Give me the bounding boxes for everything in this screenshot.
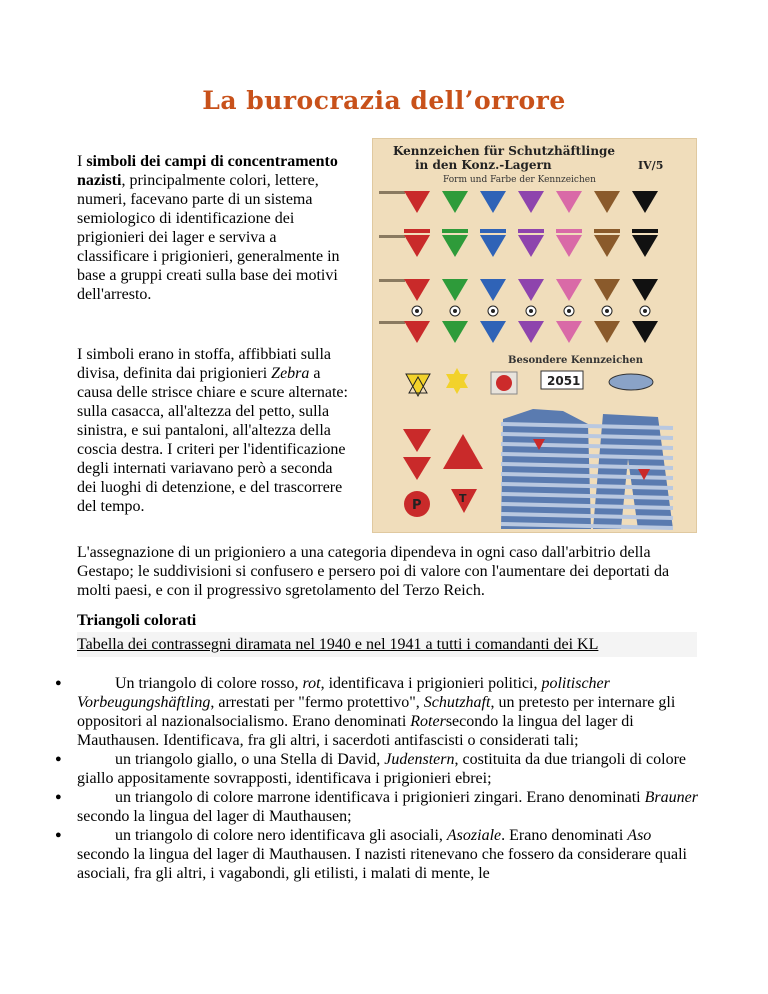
badge-chart-image bbox=[372, 138, 697, 533]
repeat-bar bbox=[518, 229, 544, 233]
intro-bold: simboli dei campi di concentramento nazisti bbox=[77, 153, 338, 189]
uniform-paragraph bbox=[77, 345, 352, 516]
repeat-bar bbox=[480, 229, 506, 233]
repeat-bar bbox=[556, 229, 582, 233]
bullet-icon: ● bbox=[55, 753, 62, 765]
triangle-list bbox=[50, 674, 698, 883]
chart-header-1: Kennzeichen für Schutzhäftlinge bbox=[393, 144, 616, 158]
number-patch-text: 2051 bbox=[547, 374, 581, 388]
para2-zebra: Zebra bbox=[271, 365, 310, 382]
badge-chart-svg bbox=[373, 139, 696, 532]
example-t-letter: T bbox=[459, 492, 467, 505]
list-item: ● un triangolo giallo, o una Stella di David, Judenstern, costituita da due triangoli di colore giallo appositamente sovrapposti, identificava i prigionieri ebrei; bbox=[55, 751, 686, 787]
gestapo-paragraph: L'assegnazione di un prigioniero a una categoria dipendeva in ogni caso dall'arbitrio della Gestapo; le suddivisioni si confusero e persero poi di valore con l'aumentare dei deportati da molti paesi, e con il progressivo sgretolamento del Terzo Reich. bbox=[77, 544, 670, 599]
repeat-bar bbox=[404, 229, 430, 233]
para2-text-b: a causa delle strisce chiare e scure alternate: sulla casacca, all'altezza del petto, sulla sinistra, e sui pantaloni, all'altezza della coscia destra. I criteri per l'identificazione degli internati variavano però a seconda dei luoghi di detenzione, e del trascorrere del tempo. bbox=[77, 365, 348, 515]
example-p-letter: P bbox=[412, 498, 422, 513]
page-title: La burocrazia dell’orrore bbox=[202, 86, 566, 115]
chart-header-2: in den Konz.-Lagern bbox=[415, 158, 552, 172]
section-title: Triangoli colorati bbox=[77, 612, 197, 629]
chart-header-3: Form und Farbe der Kennzeichen bbox=[443, 175, 596, 185]
red-dot bbox=[496, 375, 512, 391]
intro-paragraph bbox=[77, 152, 352, 304]
list-item: ● un triangolo di colore marrone identificava i prigionieri zingari. Erano denominati Brauner secondo la lingua del lager di Mauthausen; bbox=[55, 789, 698, 825]
striped-uniform bbox=[501, 409, 673, 529]
table-caption-link[interactable]: Tabella dei contrassegni diramata nel 1940 e nel 1941 a tutti i comandanti dei KL bbox=[77, 636, 599, 653]
bullet-icon: ● bbox=[55, 677, 62, 689]
armband bbox=[609, 374, 653, 390]
repeat-bar bbox=[442, 229, 468, 233]
bullet-icon: ● bbox=[55, 829, 62, 841]
chart-special-header: Besondere Kennzeichen bbox=[508, 355, 644, 366]
para2-text-a: I simboli erano in stoffa, affibbiati sulla divisa, definita dai prigionieri bbox=[77, 346, 332, 382]
bullet-icon: ● bbox=[55, 791, 62, 803]
intro-lead: I bbox=[77, 153, 87, 170]
intro-rest: , principalmente colori, lettere, numeri, facevano parte di un sistema semiologico di identificazione dei prigionieri dei lager e serviva a classificare i prigionieri, generalmente in base a gruppi creati sulla base dei motivi dell'arresto. bbox=[77, 172, 340, 303]
list-item: ● un triangolo di colore nero identificava gli asociali, Asoziale. Erano denominati Aso secondo la lingua del lager di Mauthausen. I nazisti ritenevano che fossero da considerare quali asociali, fra gli altri, i vagabondi, gli etilisti, i malati di mente, le bbox=[55, 827, 687, 882]
list-item: ● Un triangolo di colore rosso, rot, identificava i prigionieri politici, politischer Vorbeugungshäftling, arrestati per "fermo protettivo", Schutzhaft, un pretesto per internare gli oppositori al nazionalsocialismo. Erano denominati Rotersecondo la lingua del lager di Mauthausen. Identificava, fra gli altri, i sacerdoti antifascisti o considerati tali; bbox=[55, 675, 676, 749]
repeat-bar bbox=[594, 229, 620, 233]
repeat-bar bbox=[632, 229, 658, 233]
chart-code: IV/5 bbox=[638, 159, 664, 172]
